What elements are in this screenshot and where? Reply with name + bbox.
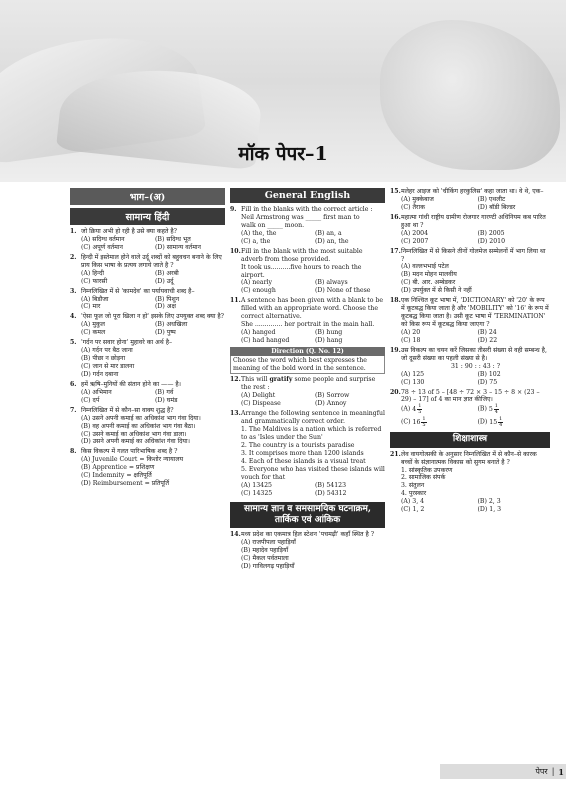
option: (C) enough — [241, 287, 276, 295]
list-item: 3. It comprises more than 1200 islands — [241, 449, 364, 457]
question-text: उस विकल्प का चयन करें जिसका तीसरी संख्या से वही सम्बन्ध है, जो दूसरी संख्या का पहली संख्या से है। — [401, 346, 547, 362]
question-7 — [70, 407, 225, 447]
column-3 — [390, 188, 550, 516]
question-text: निम्नलिखित में से किसने तीनों गोलमेज सम्मेलनों में भाग लिया था ? — [401, 247, 546, 263]
option: (A) 2004 — [401, 229, 429, 237]
option: (B) मदन मोहन मालवीय — [401, 271, 457, 279]
option: (A) राजपीपला पहाड़ियाँ — [241, 538, 296, 546]
option: (D) hang — [315, 337, 343, 344]
option: (D) None of these — [315, 287, 371, 295]
option: (B) महादेव पहाड़ियाँ — [241, 546, 289, 554]
option: (C) मैकल पर्वतमाला — [241, 554, 289, 562]
question-13 — [230, 410, 385, 497]
question-text: 78 ÷ 13 of 5 – [48 ÷ 72 × 3 – 15 ÷ 8 × (23 – 29) – 17] of 4 का मान ज्ञात कीजिए। — [401, 388, 540, 404]
question-text: Arrange the following sentence in meaningful and grammatically correct order. — [241, 410, 385, 426]
question-11 — [230, 297, 385, 345]
option: (C) उसने कमाई का अधिकांश भाग गंवा डाला। — [81, 430, 187, 438]
option: (D) अक्ष — [155, 303, 176, 311]
question-21 — [390, 451, 550, 515]
option: (A) 3, 4 — [401, 498, 425, 506]
question-number: 9. — [230, 206, 237, 213]
option: (D) उसने अपनी कमाई का अधिकांश गंवा दिया। — [81, 438, 190, 446]
option: (A) 125 — [401, 370, 425, 378]
option: (B) सदिग्ध भूत — [155, 235, 191, 243]
question-12 — [230, 376, 385, 408]
question-text: हिन्दी में इस्तेमाल होने वाले उर्दू शब्दों को बहुवचन बनाने के लिए प्राय किस भाषा के प्रत्यय लगाये जाते है ? — [81, 253, 222, 269]
subject-heading: सामान्य हिंदी — [70, 208, 225, 225]
option: (A) अभिमान — [81, 388, 112, 396]
question-text: एक निश्चित कूट भाषा में, 'DICTIONARY' को '20' के रूप में कूटबद्ध किया जाता है और 'MOBILITY' को '16' के रूप में कूटबद्ध किया जाता है। उसी कूट भाषा में 'TERMINATION' को किस रूप में कूटबद्ध किया जाएगा ? — [401, 297, 549, 328]
question-text: This will — [241, 376, 270, 384]
option: (B) Sorrow — [315, 392, 350, 400]
option: (A) मुक्केबाज — [401, 195, 434, 203]
option-label: (A) — [401, 405, 411, 413]
question-text: लेव वायगोत्सकी के अनुसार निम्नलिखित में से कौन–से कारक बच्चों के संज्ञानात्मक विकास को सुगम बनाते है ? — [401, 450, 537, 466]
question-line: walk on _____ moon. — [241, 221, 305, 229]
page-number: 1 — [558, 766, 564, 777]
question-20 — [390, 389, 550, 429]
question-text: Fill in the blank with the most suitable adverb from those provided. — [241, 247, 363, 263]
fraction-numerator: 1 — [499, 416, 503, 423]
option-label: (D) — [477, 418, 488, 426]
column-2 — [230, 188, 385, 573]
question-text: जो क्रिया अभी हो रही है उसे क्या कहते है? — [81, 228, 177, 235]
option: (A) 13425 — [241, 481, 272, 489]
option: (C) तैराक — [401, 203, 425, 211]
question-text: 'गर्दन पर सवार होना' मुहावरे का अर्थ है– — [81, 339, 173, 347]
question-14 — [230, 531, 385, 571]
option: (C) Indemnity = क्षतिपूर्ति — [81, 472, 152, 480]
question-line: It took us..........five hours to reach the airport. — [241, 263, 362, 279]
list-item: 1. The Maldives is a nation which is referred to as 'Isles under the Sun' — [241, 426, 382, 441]
option: (B) अरबी — [155, 269, 179, 277]
question-line: 31 : 90 : : 43 : ? — [450, 362, 501, 370]
question-line: She .............. her portrait in the main hall. — [241, 321, 375, 329]
question-8 — [70, 448, 225, 488]
question-text: निम्नलिखित में से कौन–सा वाक्य शुद्ध है? — [81, 406, 174, 414]
option: (C) had hanged — [241, 337, 290, 344]
option: (B) 2005 — [477, 229, 505, 237]
list-item: 4. Each of these islands is a visual treat — [241, 457, 366, 465]
question-16 — [390, 214, 550, 246]
question-10 — [230, 248, 385, 296]
option: (B) अधखिला — [155, 321, 188, 329]
option: (C) 18 — [401, 336, 421, 344]
option: (A) बिडौजा — [81, 295, 109, 303]
option: (B) hung — [315, 329, 343, 337]
option: (D) 22 — [477, 336, 498, 344]
question-17 — [390, 248, 550, 296]
fraction-denominator: 5 — [422, 422, 426, 429]
option: (C) a, the — [241, 237, 271, 245]
fraction-denominator: 4 — [494, 409, 498, 416]
question-text: महात्मा गांधी राष्ट्रीय ग्रामीण रोजगार गारण्टी अधिनियम कब पारित हुआ था ? — [401, 213, 546, 229]
fraction-numerator: 1 — [494, 403, 498, 410]
option: (A) Juvenile Court = किशोर न्यायालय — [81, 456, 184, 464]
question-text: निम्नलिखित में से 'कामदेव' का पर्यायवाची शब्द है– — [81, 287, 195, 295]
page-footer — [440, 764, 566, 779]
header-banner — [0, 0, 566, 182]
question-number: 1. — [70, 228, 77, 235]
option: (D) an, the — [315, 237, 349, 245]
question-number: 18. — [390, 297, 401, 305]
option: (D) Reimbursement = प्रतिपूर्ति — [81, 480, 170, 488]
option: (D) 75 — [477, 378, 498, 386]
option — [401, 404, 474, 415]
question-text: 'ऐसा फूल जो पूरा खिला न हो' इसके लिए उपयुक्त शब्द क्या है? — [81, 313, 224, 321]
option: (D) सामान्य वर्तमान — [155, 243, 201, 251]
section-heading: शिक्षाशास्त्र — [390, 432, 550, 447]
section-heading: सामान्य ज्ञान व समसामयिक घटनाक्रम, तार्किक एवं आंकिक — [230, 502, 385, 529]
option: (C) 1, 2 — [401, 506, 425, 514]
option: (C) 130 — [401, 378, 425, 386]
question-number: 21. — [390, 450, 401, 458]
option: (B) always — [315, 279, 348, 287]
question-number: 5. — [70, 339, 77, 347]
question-number: 15. — [390, 188, 401, 195]
list-item: 2. सामाजिक संपर्क — [401, 474, 446, 482]
question-number: 4. — [70, 313, 77, 321]
list-item: 1. सांस्कृतिक उपकरण — [401, 466, 453, 474]
list-item: 2. The country is a tourists paradise — [241, 441, 355, 449]
question-text: मध्य प्रदेश का एकमात्र हिल स्टेशन 'पचमढ़ी' कहाँ स्थित है ? — [241, 531, 375, 538]
question-text: A sentence has been given with a blank to be filled with an appropriate word. Choose the correct alternative. — [241, 297, 384, 321]
option — [401, 417, 474, 428]
option: (C) बी. आर. अम्बेडकर — [401, 279, 456, 287]
question-text: Fill in the blanks with the correct article : — [241, 206, 373, 213]
question-number: 11. — [230, 297, 241, 305]
direction-heading: Direction (Q. No. 12) — [230, 347, 385, 356]
option-label: (C) — [401, 418, 411, 426]
option: (C) Dispease — [241, 400, 281, 408]
option: (B) एथलीट — [477, 195, 506, 203]
option: (B) 2, 3 — [477, 498, 501, 506]
option: (A) 20 — [401, 328, 421, 336]
question-number: 6. — [70, 380, 77, 388]
option: (B) वह अपनी कमाई का अधिकांश भाग गंवा बैठा। — [81, 422, 196, 430]
question-4 — [70, 313, 225, 337]
option: (B) 24 — [477, 328, 497, 336]
option: (D) घमंड — [155, 396, 178, 404]
option: (B) गर्व — [155, 388, 174, 396]
question-text: मलेहर आइज को 'चीकिंग हरकुलिस' कहा जाता था। वे थे, एक– — [401, 188, 544, 195]
option: (B) 54123 — [315, 481, 347, 489]
question-number: 2. — [70, 253, 77, 261]
question-number: 7. — [70, 406, 77, 414]
question-6 — [70, 381, 225, 405]
fraction-denominator: 5 — [418, 409, 422, 416]
option: (A) hanged — [241, 329, 276, 337]
option: (C) कमल — [81, 329, 106, 337]
fraction-whole: 4 — [412, 405, 417, 413]
question-5 — [70, 339, 225, 379]
fraction-numerator: 1 — [422, 416, 426, 423]
option: (B) Apprentice = प्रशिक्षण — [81, 464, 155, 472]
option: (A) the, the — [241, 229, 277, 237]
option: (D) गाविलगढ़ पहाड़ियाँ — [241, 562, 295, 570]
fraction-whole: 5 — [488, 405, 493, 413]
question-2 — [70, 254, 225, 286]
question-1 — [70, 228, 225, 252]
option-label: (B) — [477, 405, 487, 413]
option: (A) वल्लभभाई पटेल — [401, 263, 449, 271]
question-number: 13. — [230, 410, 241, 418]
question-3 — [70, 288, 225, 312]
question-number: 3. — [70, 287, 77, 295]
option: (A) हिन्दी — [81, 269, 104, 277]
option: (B) 102 — [477, 370, 501, 378]
list-item: 5. Everyone who has visited these islands will vouch for that — [241, 465, 385, 481]
question-number: 19. — [390, 346, 401, 354]
option: (A) उसने अपनी कमाई का अधिकांश भाग गंवा दिया। — [81, 414, 201, 422]
footer-label: पेपर — [535, 767, 548, 776]
option: (D) गर्दन दबाना — [81, 370, 119, 378]
question-number: 10. — [230, 247, 241, 255]
fraction-numerator: 1 — [418, 403, 422, 410]
question-number: 17. — [390, 247, 401, 255]
question-number: 16. — [390, 213, 401, 221]
option: (B) an, a — [315, 229, 342, 237]
question-text: some people and surprise the rest : — [241, 376, 376, 392]
direction-text: Choose the word which best expresses the meaning of the bold word in the sentence. — [230, 356, 385, 375]
question-text: हमें ऋषि–मुनियों की संतान होने का —— है। — [81, 380, 182, 388]
option: (B) पीछा न छोड़ना — [81, 355, 126, 363]
fraction-denominator: 4 — [499, 422, 503, 429]
option: (C) मार — [81, 303, 101, 311]
list-item: 3. संतुलन — [401, 482, 425, 490]
option — [478, 404, 551, 415]
page-title: मॉक पेपर–1 — [238, 143, 328, 165]
option: (C) अपूर्ण वर्तमान — [81, 243, 123, 251]
option: (C) दर्प — [81, 396, 100, 404]
question-9 — [230, 206, 385, 246]
option: (A) Delight — [241, 392, 276, 400]
option: (C) 14325 — [241, 489, 273, 497]
option: (D) 54312 — [315, 489, 347, 497]
option: (D) उपर्युक्त में से किसी ने नहीं — [401, 287, 472, 295]
bold-word: gratify — [269, 376, 293, 384]
question-15 — [390, 188, 550, 212]
option: (D) बॉडी बिल्डर — [477, 203, 516, 211]
option: (B) पिशुन — [155, 295, 180, 303]
footer-separator: | — [551, 767, 555, 776]
option: (A) गर्दन पर बैठ जाना — [81, 347, 133, 355]
question-18 — [390, 297, 550, 345]
question-list — [70, 228, 225, 488]
question-text: किस विकल्प में गलत पारिभाषिक शब्द है ? — [81, 448, 178, 456]
question-number: 20. — [390, 388, 401, 396]
option — [478, 417, 551, 428]
option: (C) 2007 — [401, 237, 429, 245]
fraction-whole: 16 — [412, 418, 421, 426]
fraction-whole: 15 — [489, 418, 498, 426]
option: (D) पुष्प — [155, 329, 176, 337]
option: (D) 1, 3 — [477, 506, 502, 514]
option: (A) nearly — [241, 279, 273, 287]
option: (D) 2010 — [477, 237, 506, 245]
list-item: 4. पुरस्कार — [401, 490, 427, 498]
question-number: 8. — [70, 448, 77, 456]
subject-heading: General English — [230, 188, 385, 203]
part-heading: भाग–(अ) — [70, 188, 225, 205]
option: (C) फारसी — [81, 277, 108, 285]
column-1 — [70, 188, 225, 490]
option: (C) जान से मार डालना — [81, 363, 135, 370]
option: (D) Annoy — [315, 400, 347, 408]
question-number: 12. — [230, 376, 241, 384]
question-19 — [390, 347, 550, 387]
option: (A) सदिग्ध वर्तमान — [81, 235, 125, 243]
option: (D) उर्दू — [155, 277, 174, 285]
question-line: Neil Armstrong was _____ first man to — [241, 213, 360, 221]
question-number: 14. — [230, 531, 241, 538]
option: (A) मुकुल — [81, 321, 105, 329]
